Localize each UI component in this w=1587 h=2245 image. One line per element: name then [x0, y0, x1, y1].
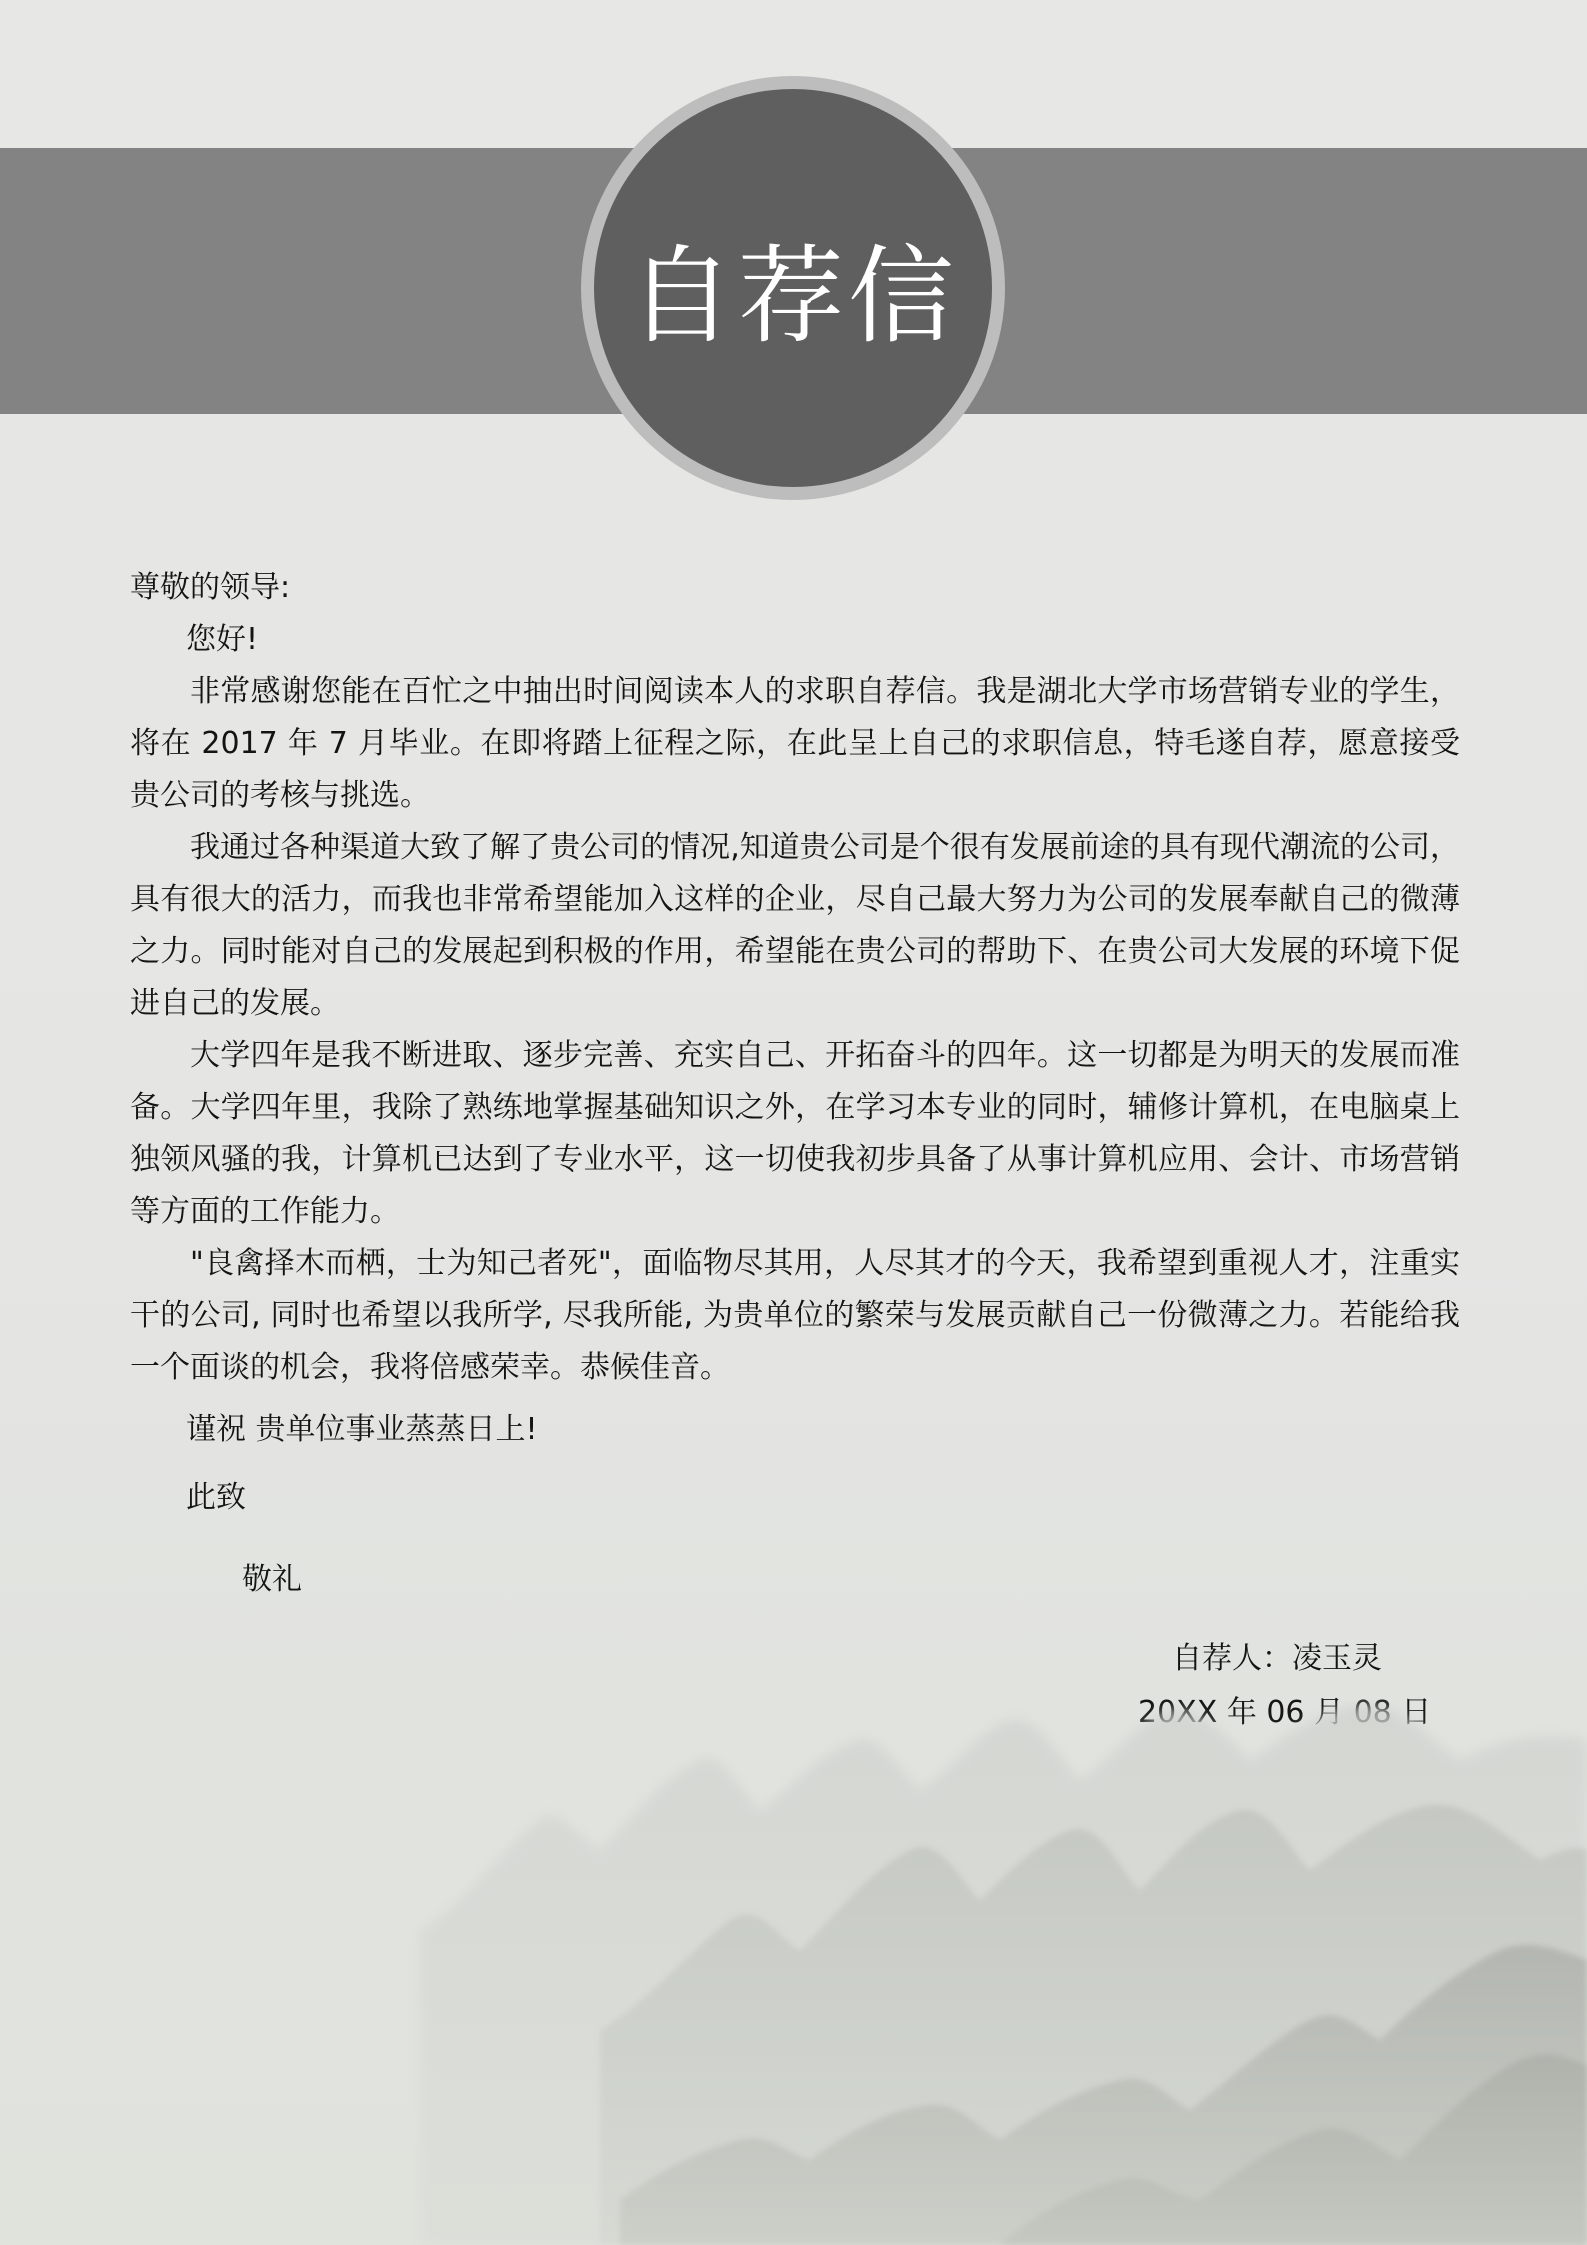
- cizhi: 此致: [186, 1480, 246, 1515]
- salutation: 尊敬的领导:: [130, 570, 291, 605]
- letter-body: [130, 562, 1460, 1606]
- paragraph-1: 非常感谢您能在百忙之中抽出时间阅读本人的求职自荐信。我是湖北大学市场营销专业的学生，将在 2017 年 7 月毕业。在即将踏上征程之际，在此呈上自己的求职信息，特毛遂自荐，愿意接受贵公司的考核与挑选。: [130, 674, 1460, 813]
- paragraph-4: "良禽择木而栖，士为知己者死"，面临物尽其用，人尽其才的今天，我希望到重视人才，注重实干的公司, 同时也希望以我所学, 尽我所能, 为贵单位的繁荣与发展贡献自己一份微薄之力。若能给我一个面谈的机会，我将倍感荣幸。恭候佳音。: [130, 1246, 1460, 1385]
- signature-name: 自荐人：凌玉灵: [1172, 1641, 1382, 1676]
- paragraph-3: 大学四年是我不断进取、逐步完善、充实自己、开拓奋斗的四年。这一切都是为明天的发展而准备。大学四年里，我除了熟练地掌握基础知识之外，在学习本专业的同时，辅修计算机，在电脑桌上独领风骚的我，计算机已达到了专业水平，这一切使我初步具备了从事计算机应用、会计、市场营销等方面的工作能力。: [130, 1038, 1460, 1229]
- page-title: 自荐信: [628, 235, 958, 358]
- closing-wish: 谨祝 贵单位事业蒸蒸日上!: [186, 1412, 538, 1447]
- jingli: 敬礼: [242, 1562, 302, 1597]
- paragraph-2: 我通过各种渠道大致了解了贵公司的情况,知道贵公司是个很有发展前途的具有现代潮流的公司，具有很大的活力，而我也非常希望能加入这样的企业，尽自己最大努力为公司的发展奉献自己的微薄之力。同时能对自己的发展起到积极的作用，希望能在贵公司的帮助下、在贵公司大发展的环境下促进自己的发展。: [130, 830, 1460, 1021]
- ink-landscape-decoration: [0, 1700, 1587, 2245]
- greeting: 您好!: [186, 622, 259, 657]
